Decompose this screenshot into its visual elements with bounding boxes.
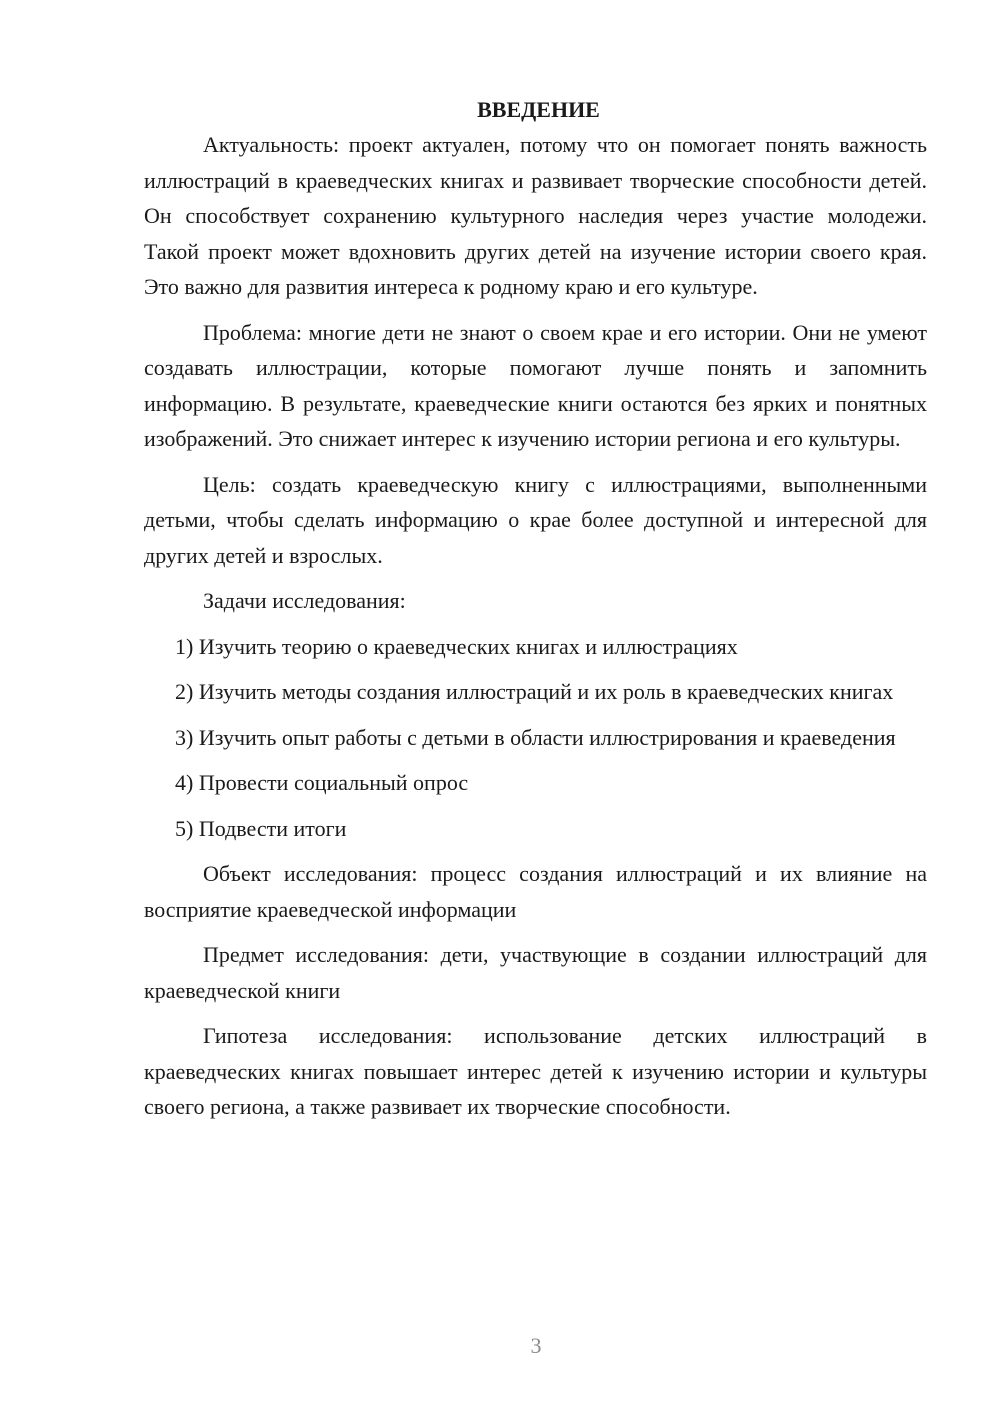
task-item-1: 1) Изучить теорию о краеведческих книгах и иллюстрациях — [175, 633, 738, 659]
section-title: ВВЕДЕНИЕ — [477, 97, 600, 122]
task-item-3: 3) Изучить опыт работы с детьми в области иллюстрирования и краеведения — [175, 724, 896, 750]
problem-paragraph: Проблема: многие дети не знают о своем крае и его истории. Они не умеют создавать иллюстрации, которые помогают лучше понять и запомнить информацию. В результате, краеведческие книги остаются без ярких и понятных изображений. Это снижает интерес к изучению истории региона и его культуры. — [144, 319, 927, 451]
hypothesis-paragraph: Гипотеза исследования: использование детских иллюстраций в краеведческих книгах повышает интерес детей к изучению истории и культуры своего региона, а также развивает их творческие способности. — [144, 1023, 927, 1119]
goal-paragraph: Цель: создать краеведческую книгу с иллюстрациями, выполненными детьми, чтобы сделать информацию о крае более доступной и интересной для других детей и взрослых. — [144, 471, 927, 568]
page-number: 3 — [530, 1333, 542, 1358]
relevance-paragraph: Актуальность: проект актуален, потому что он помогает понять важность иллюстраций в краеведческих книгах и развивает творческие способности детей. Он способствует сохранению культурного наследия через участие молодежи. Такой проект может вдохновить других детей на изучение истории своего края. Это важно для развития интереса к родному краю и его культуре. — [144, 132, 927, 299]
task-item-4: 4) Провести социальный опрос — [175, 770, 469, 795]
research-object-paragraph: Объект исследования: процесс создания иллюстраций и их влияние на восприятие краеведческой информации — [144, 861, 927, 922]
page-body — [144, 92, 927, 1135]
task-item-5: 5) Подвести итоги — [175, 815, 347, 841]
tasks-heading: Задачи исследования: — [203, 588, 406, 613]
task-item-2: 2) Изучить методы создания иллюстраций и их роль в краеведческих книгах — [175, 679, 894, 704]
research-subject-paragraph: Предмет исследования: дети, участвующие в создании иллюстраций для краеведческой книги — [144, 942, 927, 1003]
